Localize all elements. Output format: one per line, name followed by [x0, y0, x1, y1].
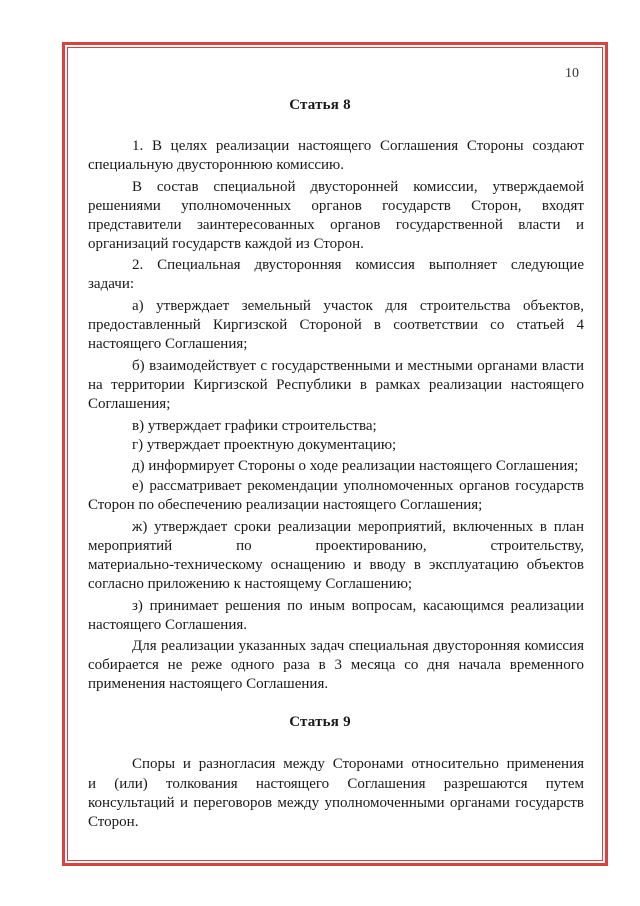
article-8-line: специальную двустороннюю комиссию.	[88, 157, 344, 173]
article-8-line: 2. Специальная двусторонняя комиссия выполняет следующие	[132, 257, 584, 273]
article-8-line: ж) утверждает сроки реализации мероприятий, включенных в план	[132, 519, 584, 535]
article-8-title: Статья 8	[289, 97, 351, 113]
article-8-line: в) утверждает графики строительства;	[132, 418, 377, 434]
article-8-line: на территории Киргизской Республики в рамках реализации настоящего	[88, 377, 584, 393]
article-9-title: Статья 9	[289, 714, 351, 730]
article-8-line: применения настоящего Соглашения.	[88, 676, 329, 692]
article-8-line: Соглашения;	[88, 396, 171, 412]
article-8-line: представители заинтересованных органов государственной власти и	[88, 217, 584, 233]
article-8-line: а) утверждает земельный участок для строительства объектов,	[132, 298, 584, 314]
article-8-line: настоящего Соглашения.	[88, 617, 248, 633]
article-8-line: г) утверждает проектную документацию;	[132, 437, 397, 453]
article-8-line: з) принимает решения по иным вопросам, касающимся реализации	[132, 598, 584, 614]
article-8-line: задачи:	[88, 276, 135, 292]
article-8-line: настоящего Соглашения;	[88, 336, 248, 352]
article-8-line: мероприятий по проектированию, строительству,	[88, 538, 584, 554]
article-8-line: 1. В целях реализации настоящего Соглашения Стороны создают	[132, 138, 584, 154]
article-8-line: Сторон по обеспечению реализации настоящего Соглашения;	[88, 497, 483, 513]
page-number: 10	[565, 66, 579, 81]
article-9-line: Сторон.	[88, 814, 139, 830]
article-8-line: е) рассматривает рекомендации уполномоченных органов государств	[132, 478, 584, 494]
article-8-line: предоставленный Киргизской Стороной в соответствии со статьей 4	[88, 317, 584, 333]
article-9-line: Споры и разногласия между Сторонами относительно применения	[132, 756, 584, 772]
article-9-line: консультаций и переговоров между уполномоченными органами государств	[88, 795, 584, 811]
article-8-line: материально-техническому оснащению и вводу в эксплуатацию объектов	[88, 557, 584, 573]
article-8-line: Для реализации указанных задач специальная двусторонняя комиссия	[132, 638, 584, 654]
article-8-line: согласно приложению к настоящему Соглашению;	[88, 576, 413, 592]
article-9-line: и (или) толкования настоящего Соглашения разрешаются путем	[88, 776, 584, 792]
article-8-line: В состав специальной двусторонней комиссии, утверждаемой	[132, 179, 584, 195]
article-8-line: организаций государств каждой из Сторон.	[88, 236, 364, 252]
article-8-line: собирается не реже одного раза в 3 месяца со дня начала временного	[88, 657, 584, 673]
article-8-line: д) информирует Стороны о ходе реализации настоящего Соглашения;	[132, 458, 579, 474]
article-8-line: б) взаимодействует с государственными и местными органами власти	[132, 358, 584, 374]
article-8-line: решениями уполномоченных органов государств Сторон, входят	[88, 198, 584, 214]
